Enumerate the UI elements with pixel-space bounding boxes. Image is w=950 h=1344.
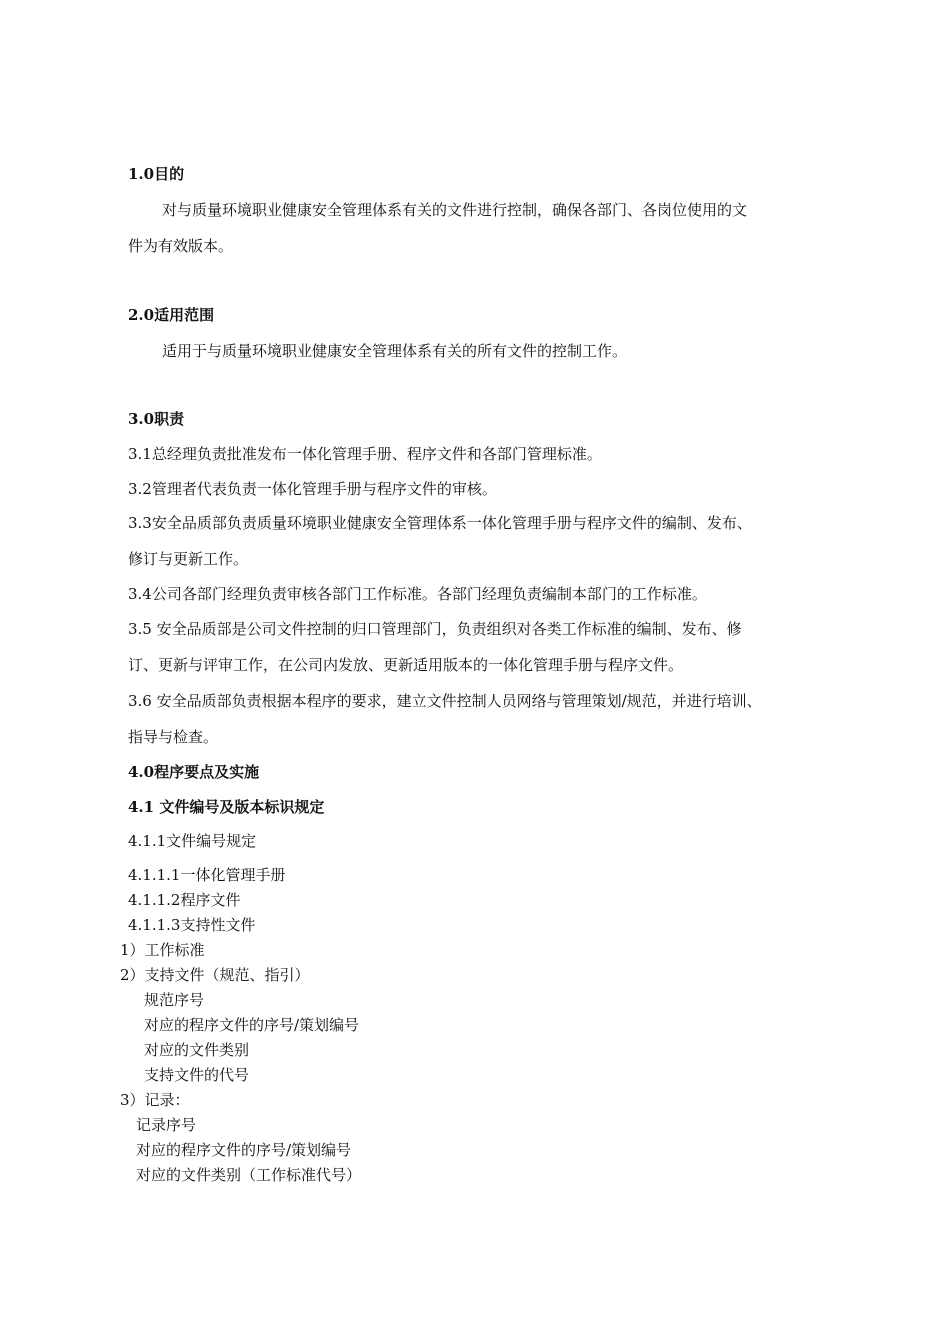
list-item-2-b: 对应的程序文件的序号/策划编号 (144, 1016, 360, 1034)
list-item-2: 2）支持文件（规范、指引） (120, 966, 310, 984)
section-2-paragraph: 适用于与质量环境职业健康安全管理体系有关的所有文件的控制工作。 (162, 342, 628, 360)
section-4-1-1-3: 4.1.1.3支持性文件 (128, 916, 256, 934)
list-item-2-a: 规范序号 (144, 991, 205, 1009)
section-3-5-line1: 3.5 安全品质部是公司文件控制的归口管理部门，负责组织对各类工作标准的编制、发布、修 (128, 620, 742, 638)
section-4-1-1: 4.1.1文件编号规定 (128, 832, 257, 850)
list-item-3-b: 对应的程序文件的序号/策划编号 (136, 1141, 352, 1159)
section-4-title: 4.0程序要点及实施 (128, 763, 260, 781)
list-item-3-c: 对应的文件类别（工作标准代号） (136, 1166, 362, 1184)
section-4-1-title: 4.1 文件编号及版本标识规定 (128, 798, 325, 816)
list-item-3: 3）记录： (120, 1091, 190, 1109)
section-1-paragraph-line1: 对与质量环境职业健康安全管理体系有关的文件进行控制，确保各部门、各岗位使用的文 (162, 201, 748, 219)
section-3-3-line1: 3.3安全品质部负责质量环境职业健康安全管理体系一体化管理手册与程序文件的编制、发布、 (128, 514, 752, 532)
section-3-6-line2: 指导与检查。 (128, 728, 219, 746)
section-3-1: 3.1总经理负责批准发布一体化管理手册、程序文件和各部门管理标准。 (128, 445, 602, 463)
section-1-paragraph-line2: 件为有效版本。 (128, 237, 234, 255)
section-4-1-1-1: 4.1.1.1一体化管理手册 (128, 866, 286, 884)
section-4-1-1-2: 4.1.1.2程序文件 (128, 891, 241, 909)
section-3-title: 3.0职责 (128, 410, 185, 428)
section-3-2: 3.2管理者代表负责一体化管理手册与程序文件的审核。 (128, 480, 497, 498)
list-item-2-c: 对应的文件类别 (144, 1041, 250, 1059)
section-3-6-line1: 3.6 安全品质部负责根据本程序的要求，建立文件控制人员网络与管理策划/规范，并进行培训、 (128, 692, 762, 710)
section-1-title: 1.0目的 (128, 165, 185, 183)
list-item-3-a: 记录序号 (136, 1116, 197, 1134)
section-2-title: 2.0适用范围 (128, 306, 215, 324)
section-3-3-line2: 修订与更新工作。 (128, 550, 249, 568)
section-3-4: 3.4公司各部门经理负责审核各部门工作标准。各部门经理负责编制本部门的工作标准。 (128, 585, 707, 603)
list-item-1: 1）工作标准 (120, 941, 205, 959)
section-3-5-line2: 订、更新与评审工作，在公司内发放、更新适用版本的一体化管理手册与程序文件。 (128, 656, 684, 674)
list-item-2-d: 支持文件的代号 (144, 1066, 250, 1084)
